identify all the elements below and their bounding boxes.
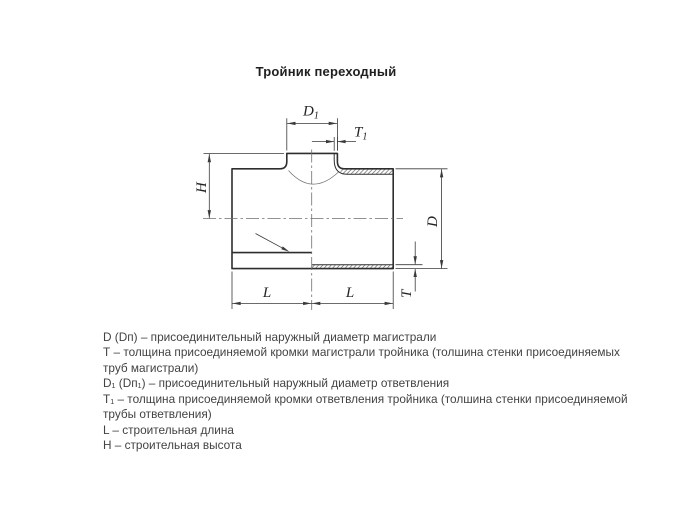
legend-line-h: Н – строительная высота bbox=[103, 438, 242, 453]
legend-line-t-cont: труб магистрали) bbox=[103, 360, 199, 375]
legend-line-t1: Т₁ – толщина присоединяемой кромки ответвления тройника (толшина стенки присоединяемой bbox=[103, 391, 628, 406]
saddle-arc bbox=[289, 171, 339, 185]
diagram-title: Тройник переходный bbox=[255, 64, 397, 79]
legend-line-t: Т – толщина присоединяемой кромки магистрали тройника (толшина стенки присоединяемых bbox=[103, 345, 620, 360]
dimension-t1 bbox=[312, 137, 356, 151]
leader-arrow bbox=[256, 234, 290, 252]
label-l-right: L bbox=[345, 285, 355, 301]
dimension-t bbox=[396, 242, 423, 292]
label-h: H bbox=[194, 182, 210, 193]
legend-line-d: D (Dп) – присоединительный наружный диаметр магистрали bbox=[103, 330, 437, 344]
label-d: D bbox=[425, 216, 441, 227]
legend-line-d1: D₁ (Dп₁) – присоединительный наружный диаметр ответвления bbox=[103, 376, 450, 391]
label-t: T bbox=[399, 289, 415, 298]
label-l-left: L bbox=[262, 285, 272, 301]
dimension-d1 bbox=[287, 118, 338, 150]
legend-line-t1-cont: трубы ответвления) bbox=[103, 407, 212, 422]
legend-line-l: L – строительная длина bbox=[103, 422, 234, 437]
legend bbox=[103, 330, 628, 454]
dimension-h bbox=[204, 153, 285, 218]
label-d1: $D_1$ bbox=[303, 103, 319, 122]
dimension-l-left bbox=[232, 272, 312, 310]
label-t1: $T_1$ bbox=[354, 124, 368, 143]
